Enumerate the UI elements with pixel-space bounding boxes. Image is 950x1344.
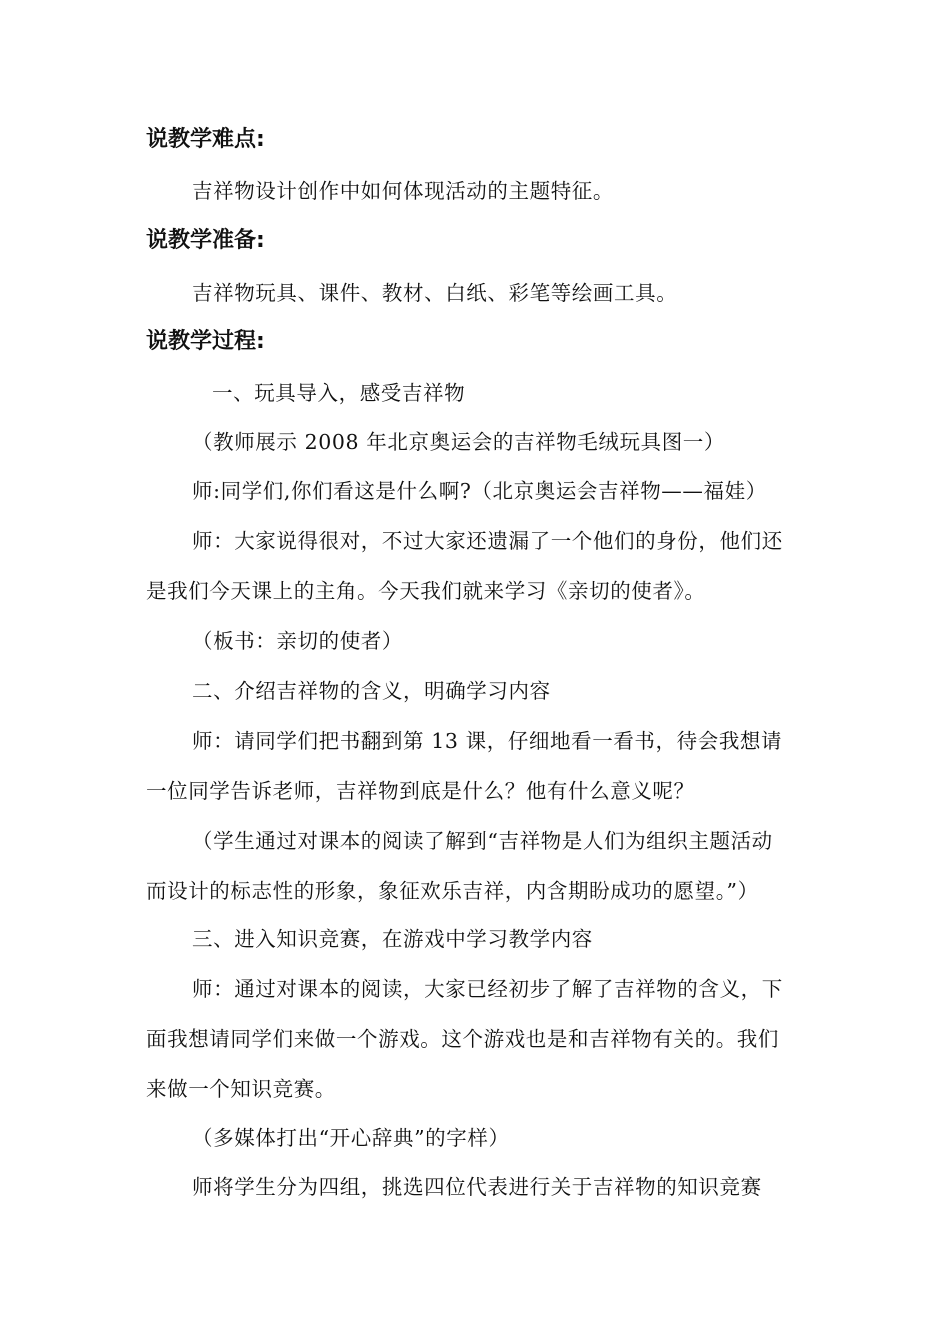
- step2-note-line2: 而设计的标志性的形象，象征欢乐吉祥，内含期盼成功的愿望。”）: [146, 879, 759, 903]
- heading-teaching-difficulty: 说教学难点:: [146, 127, 265, 152]
- step2-title: 二、介绍吉祥物的含义，明确学习内容: [192, 679, 551, 703]
- heading-teaching-process: 说教学过程:: [146, 329, 265, 354]
- step1-note: （教师展示 2008 年北京奥运会的吉祥物毛绒玩具图一）: [192, 430, 726, 454]
- step1-board-note: （板书：亲切的使者）: [192, 629, 403, 653]
- step1-dialog1: 师:同学们,你们看这是什么啊?（北京奥运会吉祥物——福娃）: [192, 479, 767, 503]
- step2-dialog-line1: 师：请同学们把书翻到第 13 课，仔细地看一看书，待会我想请: [192, 729, 783, 753]
- step1-dialog2-line2: 是我们今天课上的主角。今天我们就来学习《亲切的使者》。: [146, 579, 706, 603]
- step3-note: （多媒体打出“开心辞典”的字样）: [192, 1126, 510, 1150]
- step2-note-line1: （学生通过对课本的阅读了解到“吉祥物是人们为组织主题活动: [192, 829, 773, 853]
- step3-last-line: 师将学生分为四组，挑选四位代表进行关于吉祥物的知识竞赛: [192, 1175, 762, 1199]
- step3-dialog-line3: 来做一个知识竞赛。: [146, 1077, 336, 1101]
- step1-title: 一、玩具导入，感受吉祥物: [212, 381, 466, 405]
- preparation-text: 吉祥物玩具、课件、教材、白纸、彩笔等绘画工具。: [192, 281, 678, 305]
- step3-dialog-line1: 师：通过对课本的阅读，大家已经初步了解了吉祥物的含义，下: [192, 977, 783, 1001]
- heading-teaching-preparation: 说教学准备:: [146, 228, 265, 253]
- step3-title: 三、进入知识竞赛，在游戏中学习教学内容: [192, 927, 593, 951]
- step1-dialog2-line1: 师：大家说得很对，不过大家还遗漏了一个他们的身份，他们还: [192, 529, 783, 553]
- step3-dialog-line2: 面我想请同学们来做一个游戏。这个游戏也是和吉祥物有关的。我们: [146, 1027, 779, 1051]
- difficulty-text: 吉祥物设计创作中如何体现活动的主题特征。: [192, 179, 614, 203]
- step2-dialog-line2: 一位同学告诉老师，吉祥物到底是什么？他有什么意义呢？: [146, 779, 695, 803]
